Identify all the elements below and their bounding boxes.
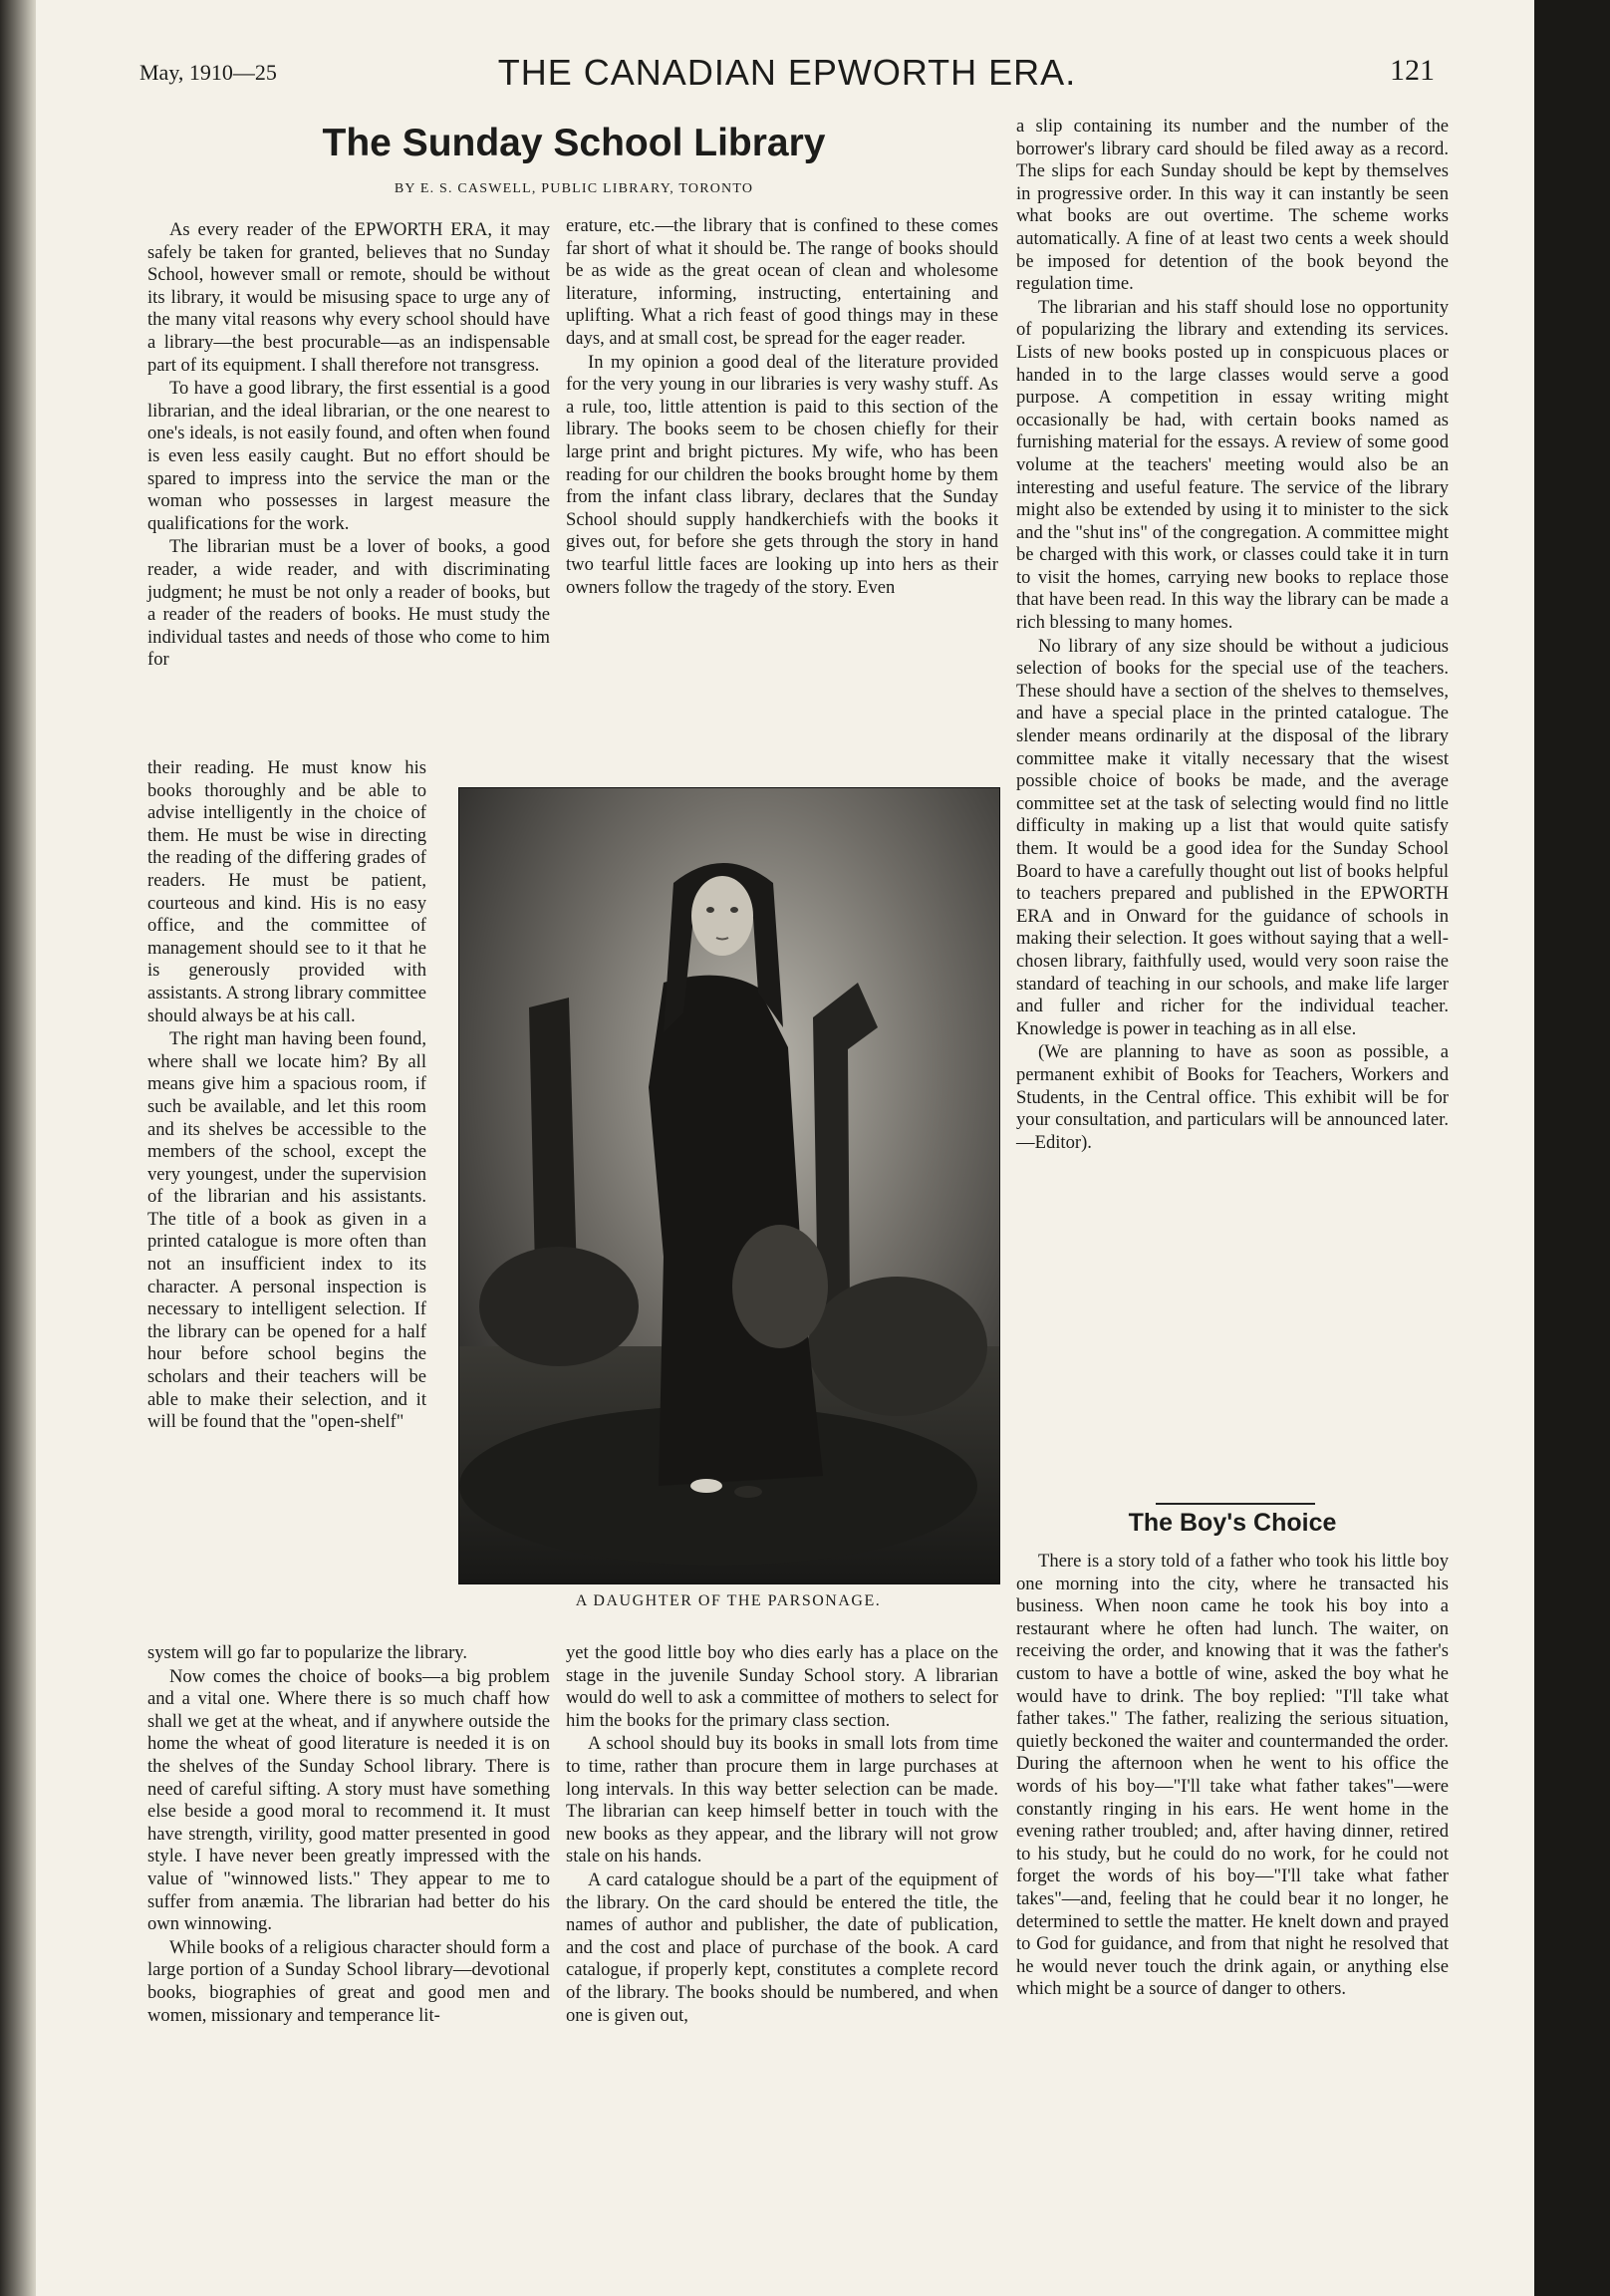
column-left-top (147, 219, 550, 672)
paragraph: (We are planning to have as soon as possible, a permanent exhibit of Books for Teachers, Workers and Students, in the Central office. This exhibit will be for your consultation, and particulars will be announced later.—Editor). (1016, 1041, 1449, 1153)
issue-date: May, 1910—25 (139, 60, 277, 85)
paragraph: The librarian and his staff should lose no opportunity of popularizing the library and extending its services. Lists of new books posted up in conspicuous places or handed in to the large classes would serve a good purpose. A competition in essay writing might occasionally be had, with certain books named as furnishing material for the essays. A review of some good volume at the teachers' meeting would also be an interesting and useful feature. The service of the library might also be extended by using it to minister to the sick and the "shut ins" of the congregation. A committee might be charged with this work, or classes could take it in turn to visit the homes, carrying new books to replace those that have been read. In this way the library can be made a rich blessing to many homes. (1016, 296, 1449, 634)
photo-caption: A DAUGHTER OF THE PARSONAGE. (575, 1592, 882, 1609)
paragraph: erature, etc.—the library that is confined to these comes far short of what it should be. The range of books should be as wide as the great ocean of clean and wholesome literature, informing, instructing, entertaining and uplifting. What a rich feast of good things may in these days, and at small cost, be spread for the eager reader. (566, 215, 998, 349)
paragraph: their reading. He must know his books thoroughly and be able to advise intelligently in the choice of them. He must be wise in directing the reading of the differing grades of readers. He must be patient, courteous and kind. His is no easy office, and the committee of management should see to it that he is generously provided with assistants. A strong library committee should always be at his call. (147, 757, 426, 1026)
running-head (139, 52, 1435, 92)
column-left-bottom (147, 1642, 550, 2027)
photograph (458, 787, 1000, 1584)
paragraph: yet the good little boy who dies early has a place on the stage in the juvenile Sunday School story. A librarian would do well to ask a committee of mothers to select for him the books for the primary class section. (566, 1642, 998, 1731)
paragraph: In my opinion a good deal of the literature provided for the very young in our libraries is very washy stuff. As a rule, too, little attention is paid to this section of the library. The books seem to be chosen chiefly for their large print and bright pictures. My wife, who has been reading for our children the books brought home by them from the infant class library, declares that the Sunday School should supply handkerchiefs with the books it gives out, for before she gets through the story in hand two tearful little faces are looking up into hers as their owners follow the tragedy of the story. Even (566, 351, 998, 598)
boys-choice-story (1016, 1551, 1449, 2001)
photograph-girl-in-garden-icon (459, 788, 999, 1583)
paragraph: No library of any size should be without a judicious selection of books for the special use of the teachers. These should have a section of the shelves to themselves, and have a special place in the printed catalogue. The slender means ordinarily at the disposal of the library committee make it vitally necessary that the wisest possible choice of books be made, and the average committee set at the task of selecting would find no little difficulty in making up a list that would quite satisfy them. It would be a good idea for the Sunday School Board to have a carefully thought out list of books helpful to teachers prepared and published in the EPWORTH ERA and in Onward for the guidance of schools in making their selection. It goes without saying that a well-chosen library, faithfully used, would very soon raise the standard of teaching in our schools, and make life larger and fuller and richer for the individual teacher. Knowledge is power in teaching as in all else. (1016, 635, 1449, 1039)
page-number: 121 (1390, 54, 1435, 87)
paragraph: a slip containing its number and the number of the borrower's library card should be filed away as a record. The slips for each Sunday should be kept by themselves in progressive order. In this way it can instantly be seen what books are out overtime. The scheme works automatically. A fine of at least two cents a week should be imposed for detention of the book beyond the regulation time. (1016, 116, 1449, 295)
paragraph: While books of a religious character should form a large portion of a Sunday School library—devotional books, biographies of great and good men and women, missionary and temperance lit- (147, 1936, 550, 2026)
paragraph: As every reader of the EPWORTH ERA, it may safely be taken for granted, believes that no Sunday School, however small or remote, should be without its library, it would be misusing space to urge any of the many vital reasons why every school should have a library—the best procurable—as an indispensable part of its equipment. I shall therefore not transgress. (147, 219, 550, 376)
paragraph: A card catalogue should be a part of the equipment of the library. On the card should be entered the title, the names of author and publisher, the date of publication, and the cost and place of purchase of the book. A card catalogue, if properly kept, constitutes a complete record of the library. The books should be numbered, and when one is given out, (566, 1868, 998, 2026)
section-divider (1156, 1503, 1315, 1505)
article-title: The Sunday School Library (322, 122, 826, 164)
paragraph: The librarian must be a lover of books, a good reader, a wide reader, and with discriminating judgment; he must be not only a reader of books, but a reader of the readers of books. He must study the individual tastes and needs of those who come to him for (147, 536, 550, 671)
page-binding (0, 0, 36, 2296)
paragraph: system will go far to popularize the library. (147, 1642, 467, 1663)
boys-choice-title: The Boy's Choice (1128, 1509, 1337, 1537)
paragraph: To have a good library, the first essential is a good librarian, and the ideal librarian, or the one nearest to one's ideals, is not easily found, and often when found is even less easily caught. But no effort should be spared to impress into the service the man or the woman who possesses in largest measure the qualifications for the work. (147, 378, 550, 534)
column-middle-top (566, 215, 998, 599)
magazine-title: THE CANADIAN EPWORTH ERA. (497, 52, 1077, 93)
column-middle-bottom (566, 1642, 998, 2027)
article-byline: BY E. S. CASWELL, PUBLIC LIBRARY, TORONTO (394, 181, 754, 196)
paragraph: There is a story told of a father who took his little boy one morning into the city, where he transacted his business. When noon came he took his boy into a restaurant where he often had lunch. The waiter, on receiving the order, and knowing that it was the father's custom to have a bottle of wine, asked the boy what he would have to drink. The boy replied: "I'll take what father takes." The father, realizing the serious situation, quietly beckoned the waiter and countermanded the order. During the afternoon when he went to his office the words of his boy—"I'll take what father takes"—were constantly ringing in his ears. He went home in the evening rather troubled; and, after having dinner, retired to his study, but he could do no work, for he could not forget the words of his boy—"I'll take what father takes"—and, feeling that he could bear it no longer, he determined to settle the matter. He knelt down and prayed to God for guidance, and from that night he resolved that he would never touch the drink again, or anything else which might be a source of danger to others. (1016, 1551, 1449, 2000)
column-right (1016, 116, 1449, 1154)
paragraph: Now comes the choice of books—a big problem and a vital one. Where there is so much chaff how shall we get at the wheat, and if anywhere outside the home the wheat of good literature is needed it is on the shelves of the Sunday School library. There is need of careful sifting. A story must have something else beside a good moral to recommend it. It must have strength, virility, good matter presented in good style. I have never been greatly impressed with the value of "winnowed lists." They appear to me to suffer from anæmia. The librarian had better do his own winnowing. (147, 1665, 550, 1935)
paragraph: A school should buy its books in small lots from time to time, rather than procure them in large purchases at long intervals. In this way better selection can be made. The librarian can keep himself better in touch with the new books as they appear, and the library will not grow stale on his hands. (566, 1733, 998, 1867)
paragraph: The right man having been found, where shall we locate him? By all means give him a spacious room, if such be available, and let this room and its shelves be accessible to the members of the school, except the very youngest, under the supervision of the librarian and his assistants. The title of a book as given in a printed catalogue is more often than not an insufficient index to its character. A personal inspection is necessary to intelligent selection. If the library can be opened for a half hour before school begins the scholars and their teachers will be able to make their selection, and it will be found that the "open-shelf" (147, 1028, 426, 1433)
column-left-wrap (147, 757, 426, 1434)
